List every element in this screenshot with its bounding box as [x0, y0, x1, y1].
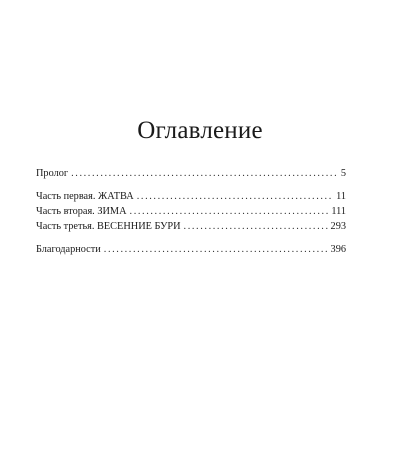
- toc-entry-page: 396: [330, 244, 346, 255]
- table-of-contents: [36, 166, 346, 257]
- dot-leader: [184, 219, 328, 234]
- toc-entry-label: Пролог: [36, 168, 69, 179]
- toc-entry-part-two: [36, 204, 346, 219]
- section-gap: [36, 181, 346, 189]
- toc-entry-page: 11: [336, 191, 346, 202]
- page-title: Оглавление: [137, 117, 263, 144]
- toc-entry-label: Часть первая. ЖАТВА: [36, 191, 134, 202]
- dot-leader: [137, 189, 333, 204]
- dot-leader: [71, 166, 338, 181]
- toc-entry-part-one: [36, 189, 346, 204]
- toc-entry-label: Благодарности: [36, 244, 101, 255]
- section-gap: [36, 234, 346, 242]
- toc-entry-label: Часть третья. ВЕСЕННИЕ БУРИ: [36, 221, 181, 232]
- toc-entry-prologue: [36, 166, 346, 181]
- toc-entry-label: Часть вторая. ЗИМА: [36, 206, 127, 217]
- dot-leader: [130, 204, 329, 219]
- toc-entry-acknowledgements: [36, 242, 346, 257]
- dot-leader: [104, 242, 328, 257]
- toc-entry-part-three: [36, 219, 346, 234]
- toc-entry-page: 111: [331, 206, 346, 217]
- toc-entry-page: 5: [340, 168, 346, 179]
- toc-entry-page: 293: [330, 221, 346, 232]
